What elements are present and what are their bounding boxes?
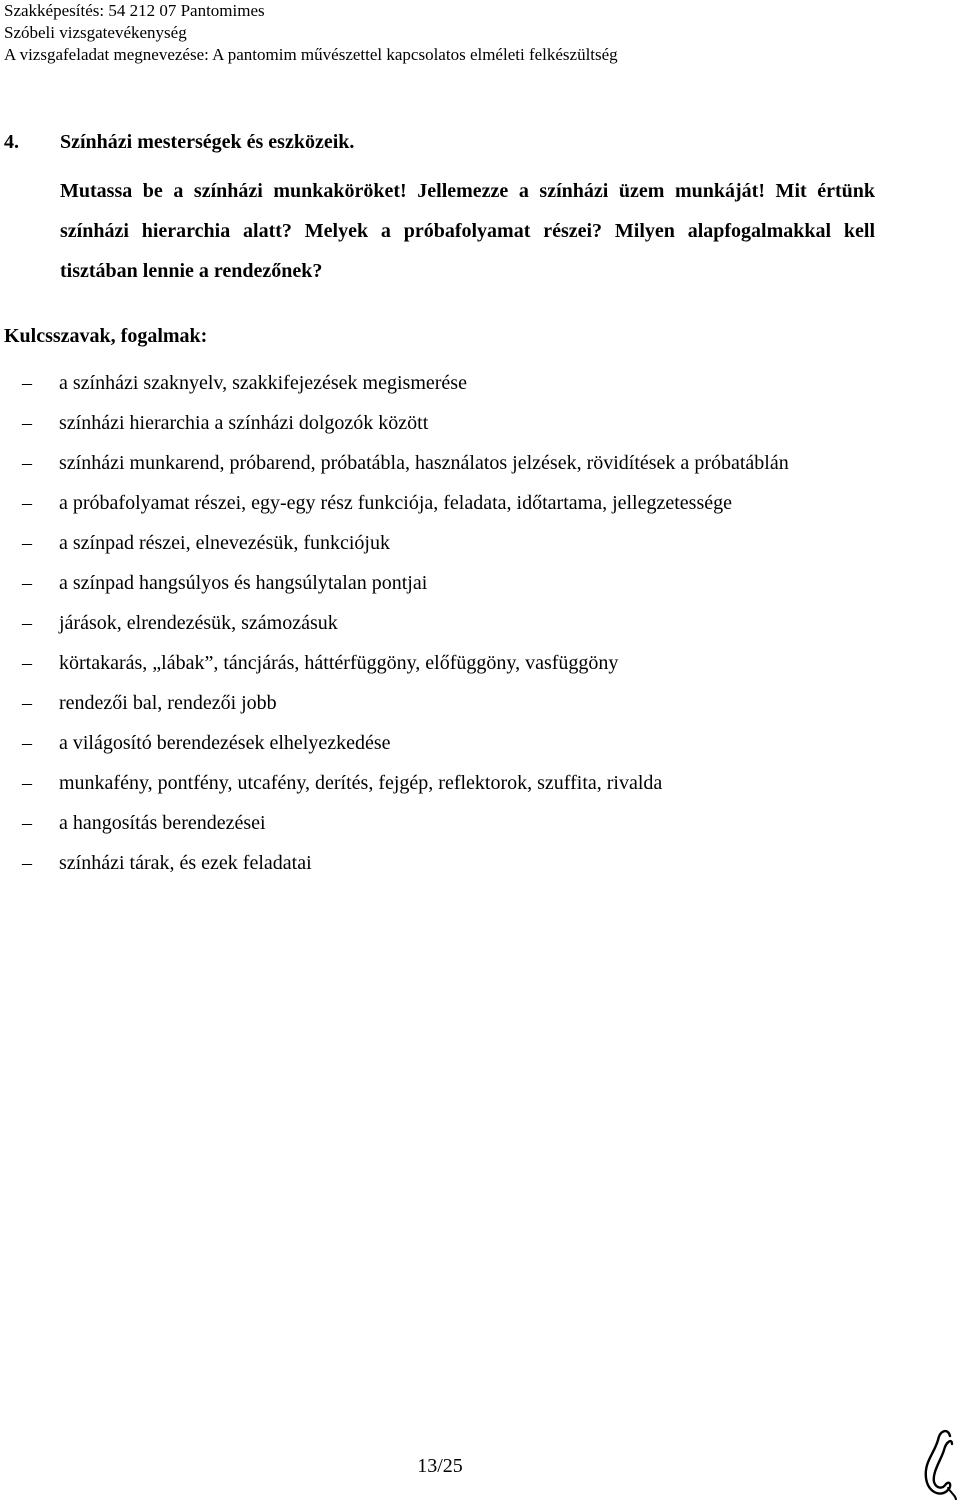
dash-bullet: – — [22, 372, 32, 394]
header-exam-activity: Szóbeli vizsgatevékenység — [4, 23, 187, 42]
keyword-text: színházi munkarend, próbarend, próbatábla, használatos jelzések, rövidítések a próbatáblán — [59, 452, 789, 474]
keyword-item — [0, 723, 875, 763]
header-qualification: Szakképesítés: 54 212 07 Pantomimes — [4, 1, 265, 20]
keywords-heading: Kulcsszavak, fogalmak: — [4, 325, 208, 347]
keyword-item — [0, 803, 875, 843]
handwritten-signature — [918, 1428, 958, 1500]
dash-bullet: – — [22, 492, 32, 514]
dash-bullet: – — [22, 652, 32, 674]
dash-bullet: – — [22, 852, 32, 874]
keyword-item — [0, 643, 875, 683]
keyword-item — [0, 603, 875, 643]
keyword-item — [0, 363, 875, 403]
keyword-item — [0, 403, 875, 443]
keyword-item — [0, 523, 875, 563]
keyword-item — [0, 443, 875, 483]
dash-bullet: – — [22, 572, 32, 594]
keyword-text: rendezői bal, rendezői jobb — [59, 692, 277, 714]
keyword-text: körtakarás, „lábak”, táncjárás, háttérfüggöny, előfüggöny, vasfüggöny — [59, 652, 619, 674]
dash-bullet: – — [22, 692, 32, 714]
page-number: 13/25 — [417, 1455, 463, 1477]
dash-bullet: – — [22, 732, 32, 754]
keyword-text: a hangosítás berendezései — [59, 812, 266, 834]
keyword-item — [0, 683, 875, 723]
keyword-text: a színpad részei, elnevezésük, funkciójuk — [59, 532, 390, 554]
keyword-text: a világosító berendezések elhelyezkedése — [59, 732, 391, 754]
keyword-text: járások, elrendezésük, számozásuk — [59, 612, 338, 634]
dash-bullet: – — [22, 772, 32, 794]
section-title: Színházi mesterségek és eszközeik. — [60, 131, 355, 153]
keyword-text: munkafény, pontfény, utcafény, derítés, fejgép, reflektorok, szuffita, rivalda — [59, 772, 663, 794]
keyword-text: színházi hierarchia a színházi dolgozók között — [59, 412, 429, 434]
keyword-text: a színházi szaknyelv, szakkifejezések megismerése — [59, 372, 467, 394]
keyword-item — [0, 843, 875, 883]
section-number: 4. — [4, 131, 19, 153]
keyword-item — [0, 483, 875, 523]
keyword-text: a próbafolyamat részei, egy-egy rész funkciója, feladata, időtartama, jellegzetessége — [59, 492, 732, 514]
dash-bullet: – — [22, 532, 32, 554]
keywords-list — [0, 363, 960, 883]
section-question: Mutassa be a színházi munkaköröket! Jellemezze a színházi üzem munkáját! Mit értünk színházi hierarchia alatt? Melyek a próbafolyamat részei? Milyen alapfogalmakkal kell tisztában lennie a rendezőnek? — [60, 180, 875, 282]
dash-bullet: – — [22, 452, 32, 474]
document-header — [4, 0, 618, 66]
dash-bullet: – — [22, 412, 32, 434]
keyword-text: a színpad hangsúlyos és hangsúlytalan pontjai — [59, 572, 428, 594]
keyword-item — [0, 763, 875, 803]
dash-bullet: – — [22, 812, 32, 834]
header-task-name: A vizsgafeladat megnevezése: A pantomim művészettel kapcsolatos elméleti felkészültség — [4, 45, 618, 64]
keyword-item — [0, 563, 875, 603]
keyword-text: színházi tárak, és ezek feladatai — [59, 852, 312, 874]
dash-bullet: – — [22, 612, 32, 634]
